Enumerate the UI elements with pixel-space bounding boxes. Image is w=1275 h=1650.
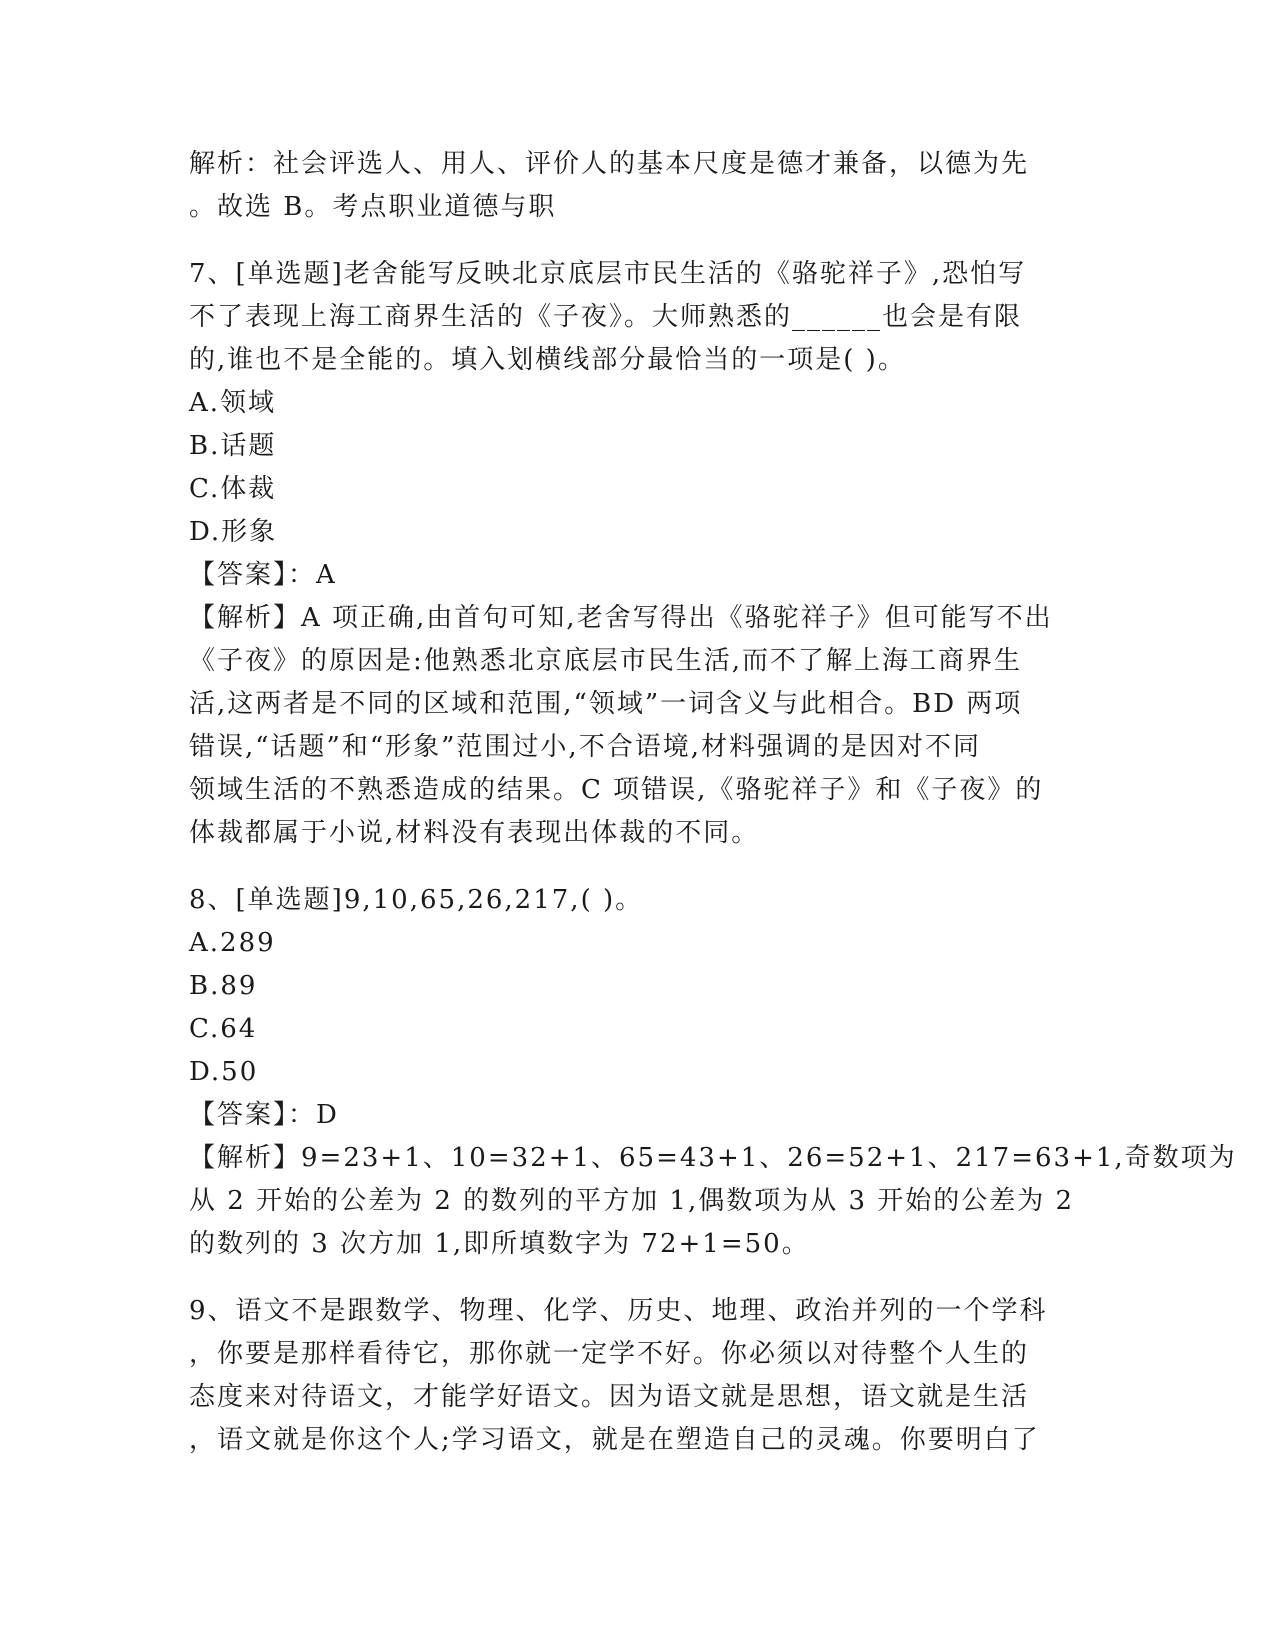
question-8: [189, 879, 1237, 1266]
option-a: A.领域: [189, 388, 277, 418]
option-b: B.话题: [189, 431, 277, 461]
question-stem-line: 7、[单选题]老舍能写反映北京底层市民生活的《骆驼祥子》,恐怕写: [189, 259, 1027, 289]
analysis-line: 体裁都属于小说,材料没有表现出体裁的不同。: [189, 818, 760, 848]
answer-line: 【答案】：D: [189, 1100, 339, 1130]
analysis-line: 解析：社会评选人、用人、评价人的基本尺度是德才兼备，以德为先: [189, 149, 1030, 179]
analysis-line: 的数列的 3 次方加 1,即所填数字为 72+1=50。: [189, 1229, 810, 1259]
question-stem-line: 8、[单选题]9,10,65,26,217,( )。: [189, 885, 644, 915]
option-a: A.289: [189, 928, 276, 958]
question-stem-line: 9、语文不是跟数学、物理、化学、历史、地理、政治并列的一个学科: [189, 1296, 1048, 1326]
analysis-line: 《子夜》的原因是:他熟悉北京底层市民生活,而不了解上海工商界生: [189, 646, 1023, 676]
option-c: C.体裁: [189, 474, 277, 504]
analysis-line: 从 2 开始的公差为 2 的数列的平方加 1,偶数项为从 3 开始的公差为 2: [189, 1186, 1075, 1216]
analysis-line: 【解析】A 项正确,由首句可知,老舍写得出《骆驼祥子》但可能写不出: [189, 603, 1053, 633]
analysis-line: 领域生活的不熟悉造成的结果。C 项错误,《骆驼祥子》和《子夜》的: [189, 775, 1044, 805]
question-7: [189, 253, 1089, 855]
option-c: C.64: [189, 1014, 258, 1044]
document-page: [189, 143, 1237, 1462]
analysis-line: 错误,“话题”和“形象”范围过小,不合语境,材料强调的是因对不同: [189, 732, 981, 762]
question-stem-line: 态度来对待语文，才能学好语文。因为语文就是思想，语文就是生活: [189, 1382, 1030, 1412]
analysis-line: 【解析】9=23+1、10=32+1、65=43+1、26=52+1、217=63+1,奇数项为: [189, 1143, 1237, 1173]
option-d: D.形象: [189, 517, 278, 547]
question-9: [189, 1290, 1089, 1462]
question-stem-line: 的,谁也不是全能的。填入划横线部分最恰当的一项是( )。: [189, 345, 906, 375]
question-stem-line: 不了表现上海工商界生活的《子夜》。大师熟悉的______也会是有限: [189, 302, 1023, 332]
option-d: D.50: [189, 1057, 259, 1087]
option-b: B.89: [189, 971, 258, 1001]
question-stem-line: ，语文就是你这个人;学习语文，就是在塑造自己的灵魂。你要明白了: [189, 1425, 1040, 1455]
answer-line: 【答案】：A: [189, 560, 337, 590]
q6-analysis: [189, 143, 1089, 229]
analysis-line: 活,这两者是不同的区域和范围,“领域”一词含义与此相合。BD 两项: [189, 689, 1023, 719]
analysis-line: 。故选 B。考点职业道德与职: [189, 192, 557, 222]
question-stem-line: ，你要是那样看待它，那你就一定学不好。你必须以对待整个人生的: [189, 1339, 1030, 1369]
